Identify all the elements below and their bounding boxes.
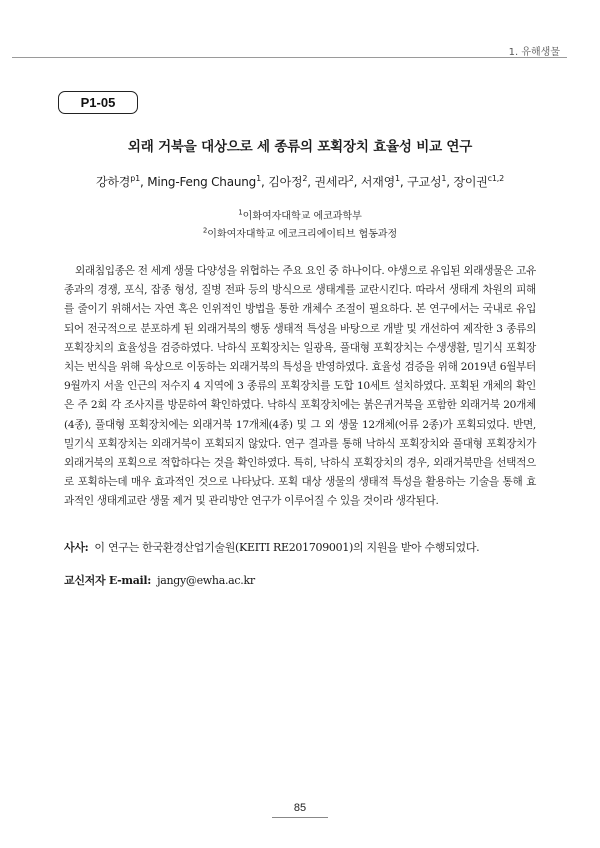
abstract-text: 외래침입종은 전 세계 생물 다양성을 위협하는 주요 요인 중 하나이다. 야생으로 유입된 외래생물은 고유종과의 경쟁, 포식, 잡종 형성, 질병 전파 등의 방식으로 생태계를 교란시킨다. 따라서 생태계 차원의 피해를 줄이기 위해서는 자연 혹은 인위적인 방법을 통한 개체수 조절이 필요하다. 본 연구에서는 국내로 유입되어 전국적으로 분포하게 된 외래거북의 행동 생태적 특성을 바탕으로 개발 및 개선하여 제작한 3 종류의 포획장치의 효율성을 검증하였다. 낙하식 포획장치는 일광욕, 풀대형 포획장치는 수생생활, 밀기식 포획장치는 번식을 위해 육상으로 이동하는 외래거북의 특성을 반영하였다. 효율성 검증을 위해 2019년 6월부터 9월까지 서울 인근의 저수지 4 지역에 3 종류의 포획장치를 도합 10세트 설치하였다. 포획된 개체의 확인은 주 2회 각 조사지를 방문하여 확인하였다. 낙하식 포획장치에는 붉은귀거북을 포함한 외래거북 20개체(4종), 풀대형 포획장치에는 외래거북 17개체(4종) 및 그 외 생물 12개체(어류 2종)가 포획되었다. 반면, 밀기식 포획장치는 외래거북이 포획되지 않았다. 연구 결과를 통해 낙하식 포획장치와 풀대형 포획장치가 외래거북의 포획으로 적합하다는 것을 확인하였다. 특히, 낙하식 포획장치의 경우, 외래거북만을 선택적으로 포획하는데 매우 효과적인 것으로 나타났다. 포획 대상 생물의 생태적 특성을 활용하는 기술을 통해 효과적인 생태계교란 생물 제거 및 관리방안 연구가 이루어질 수 있을 것이라 생각된다. (64, 265, 536, 508)
acknowledgement-label: 사사: (64, 541, 89, 554)
correspondence-label: 교신저자 E-mail: (64, 574, 152, 587)
author-name: 강하경 (96, 175, 131, 189)
author-name: 김아정 (268, 175, 303, 189)
page-number: 85 (293, 802, 307, 814)
author-sup: 1 (441, 174, 447, 183)
author-name: 권세라 (314, 175, 349, 189)
affiliation-1 (0, 207, 600, 222)
acknowledgement (64, 539, 544, 555)
author-name: 구교성 (407, 175, 442, 189)
author-sup: c1,2 (487, 174, 504, 183)
affiliation-text: 이화여자대학교 에코크리에이티브 협동과정 (207, 229, 398, 240)
abstract (64, 262, 536, 512)
correspondence (64, 572, 544, 588)
running-header: 1. 유해생물 (508, 47, 560, 58)
poster-id-badge: P1-05 (58, 91, 138, 114)
affiliation-text: 이화여자대학교 에코과학부 (242, 211, 362, 222)
author-name: 서재영 (360, 175, 396, 189)
author-name: Ming-Feng Chaung (147, 175, 257, 189)
page-number-rule (272, 817, 328, 818)
paper-title: 외래 거북을 대상으로 세 종류의 포획장치 효율성 비교 연구 (127, 139, 473, 155)
author-sup: 2 (348, 174, 354, 183)
author-sup: p1 (130, 174, 140, 183)
acknowledgement-text: 이 연구는 한국환경산업기술원(KEITI RE201709001)의 지원을 받아 수행되었다. (94, 541, 480, 554)
affiliation-sup: 2 (202, 226, 208, 235)
correspondence-email[interactable]: jangy@ewha.ac.kr (157, 574, 255, 587)
header-divider (12, 57, 567, 58)
affiliation-sup: 1 (238, 208, 243, 217)
author-list: 강하경$^{p1}$, Ming-Feng Chaung$^1$, 김아정$^2$, 권세라$^2$, 서재영$^1$, 구교성$^1$, 장이권$^{c1,2}$ (96, 174, 504, 189)
author-sup: 2 (302, 174, 308, 183)
author-sup: 1 (256, 174, 261, 183)
author-sup: 1 (395, 174, 400, 183)
affiliation-2 (0, 225, 600, 240)
author-name: 장이권 (453, 175, 488, 189)
